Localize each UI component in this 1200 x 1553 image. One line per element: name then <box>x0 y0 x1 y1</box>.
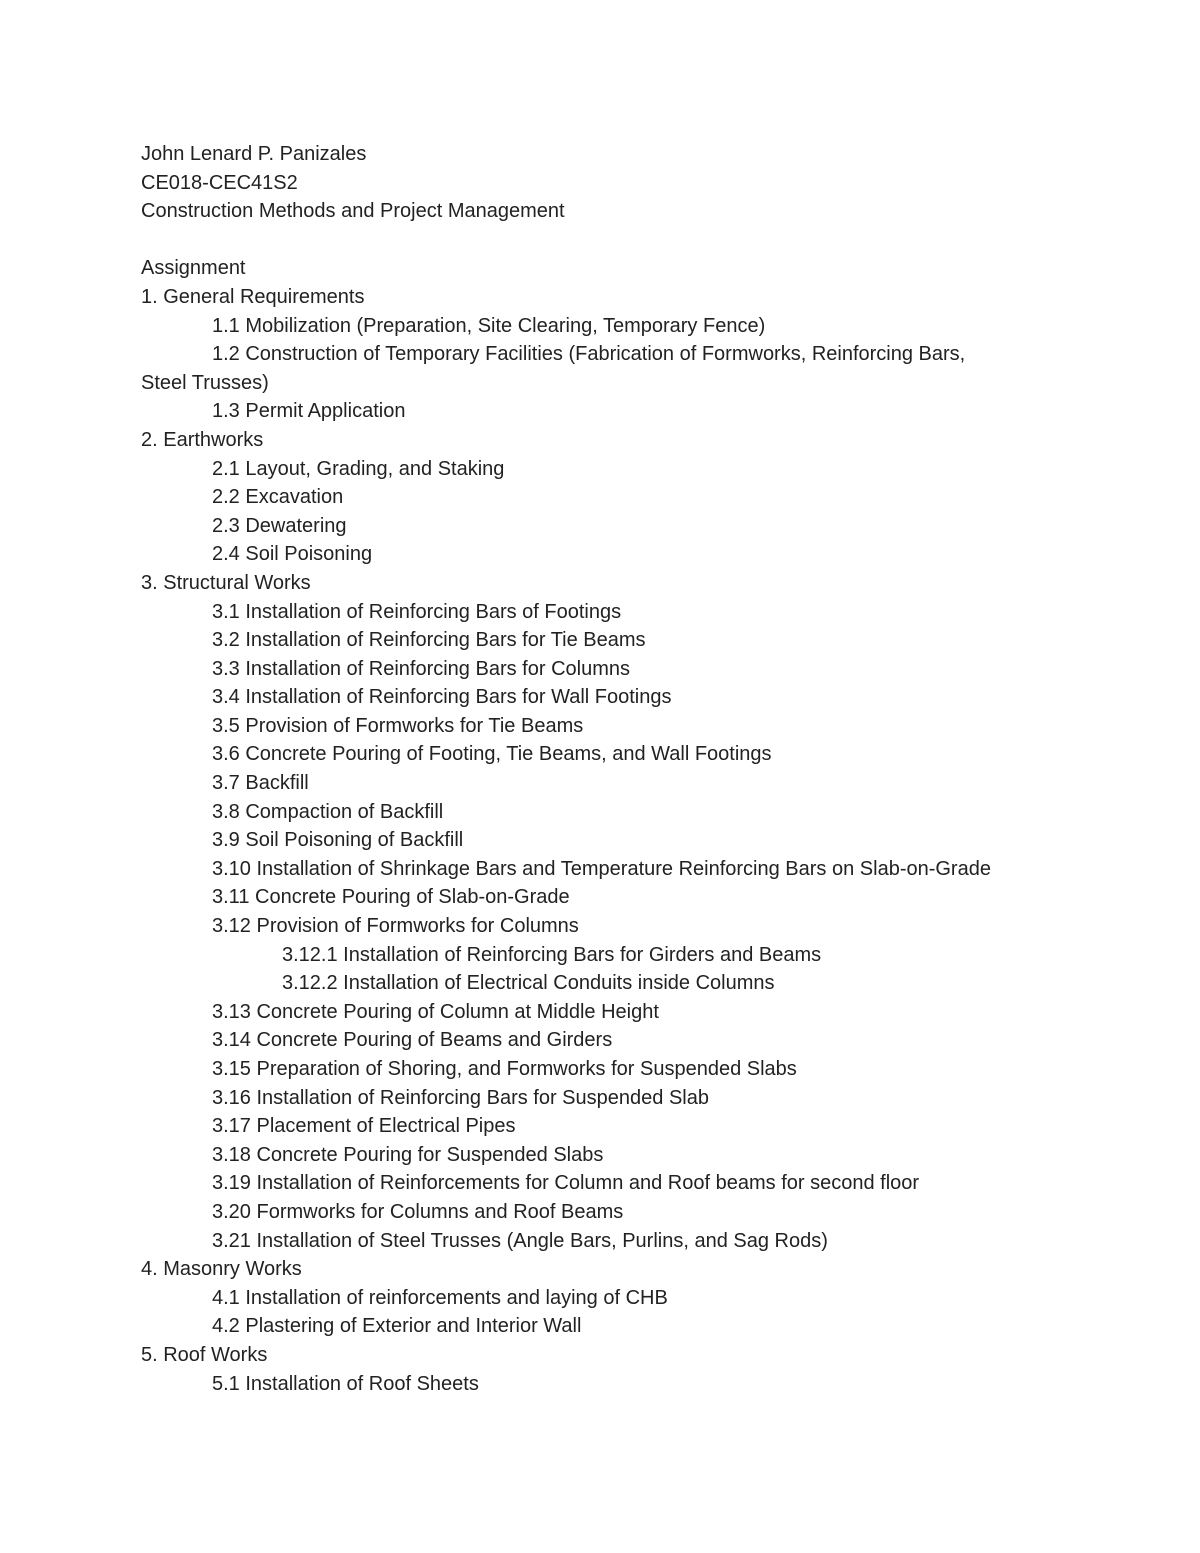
blank-line <box>141 226 1071 255</box>
assignment-heading: Assignment <box>141 257 246 280</box>
outline-item: 3.13 Concrete Pouring of Column at Middle Height <box>212 1000 659 1023</box>
outline-item: 3.19 Installation of Reinforcements for Column and Roof beams for second floor <box>212 1172 920 1195</box>
outline-item: 3.10 Installation of Shrinkage Bars and Temperature Reinforcing Bars on Slab-on-Grade <box>212 857 991 880</box>
outline-section: 3. Structural Works <box>141 571 311 594</box>
outline-item: 3.12 Provision of Formworks for Columns <box>212 915 579 938</box>
outline-item: 3.18 Concrete Pouring for Suspended Slabs <box>212 1143 604 1166</box>
outline-item: 2.3 Dewatering <box>212 514 347 537</box>
outline-item: 3.6 Concrete Pouring of Footing, Tie Beams, and Wall Footings <box>212 743 772 766</box>
outline-item: 1.3 Permit Application <box>212 400 406 423</box>
outline-section: 4. Masonry Works <box>141 1258 302 1281</box>
outline-item: 3.15 Preparation of Shoring, and Formworks for Suspended Slabs <box>212 1058 797 1080</box>
document-body <box>141 140 1071 1398</box>
outline-item: 3.9 Soil Poisoning of Backfill <box>212 829 464 852</box>
outline-item: 3.20 Formworks for Columns and Roof Beams <box>212 1200 624 1223</box>
outline-item: 2.2 Excavation <box>212 486 344 509</box>
outline-item: 1.1 Mobilization (Preparation, Site Clearing, Temporary Fence) <box>212 314 766 337</box>
outline-item: 3.8 Compaction of Backfill <box>212 800 444 823</box>
outline-subitem: 3.12.2 Installation of Electrical Conduits inside Columns <box>282 972 775 995</box>
outline-section: 1. General Requirements <box>141 285 365 308</box>
outline-item: 3.4 Installation of Reinforcing Bars for Wall Footings <box>212 686 672 709</box>
outline-item: 3.14 Concrete Pouring of Beams and Girders <box>212 1029 613 1052</box>
outline-item: 3.3 Installation of Reinforcing Bars for Columns <box>212 657 630 680</box>
outline-subitem: 3.12.1 Installation of Reinforcing Bars for Girders and Beams <box>282 943 822 966</box>
outline-item: 4.2 Plastering of Exterior and Interior Wall <box>212 1315 582 1338</box>
outline-item: 4.1 Installation of reinforcements and laying of CHB <box>212 1286 668 1309</box>
outline-item: 3.16 Installation of Reinforcing Bars for Suspended Slab <box>212 1086 709 1109</box>
outline-item: 3.11 Concrete Pouring of Slab-on-Grade <box>212 886 570 909</box>
outline-item: 3.5 Provision of Formworks for Tie Beams <box>212 714 584 737</box>
outline-item: 5.1 Installation of Roof Sheets <box>212 1372 479 1395</box>
outline-item: 3.7 Backfill <box>212 772 309 795</box>
course-code: CE018-CEC41S2 <box>141 171 298 194</box>
outline-item: 2.1 Layout, Grading, and Staking <box>212 457 505 480</box>
outline-item: 2.4 Soil Poisoning <box>212 543 373 566</box>
outline-section: 2. Earthworks <box>141 428 264 451</box>
outline-item: 1.2 Construction of Temporary Facilities (Fabrication of Formworks, Reinforcing Bars, <box>212 343 966 366</box>
outline-item: 3.21 Installation of Steel Trusses (Angle Bars, Purlins, and Sag Rods) <box>212 1229 828 1252</box>
author-name: John Lenard P. Panizales <box>141 143 367 165</box>
outline-item: 3.17 Placement of Electrical Pipes <box>212 1115 516 1138</box>
outline-item: 3.2 Installation of Reinforcing Bars for Tie Beams <box>212 629 646 652</box>
outline-section: 5. Roof Works <box>141 1343 268 1366</box>
outline-item: 3.1 Installation of Reinforcing Bars of Footings <box>212 600 622 623</box>
assignment-outline <box>141 283 1071 1398</box>
outline-item-continuation: Steel Trusses) <box>141 371 269 394</box>
course-title: Construction Methods and Project Management <box>141 200 565 223</box>
